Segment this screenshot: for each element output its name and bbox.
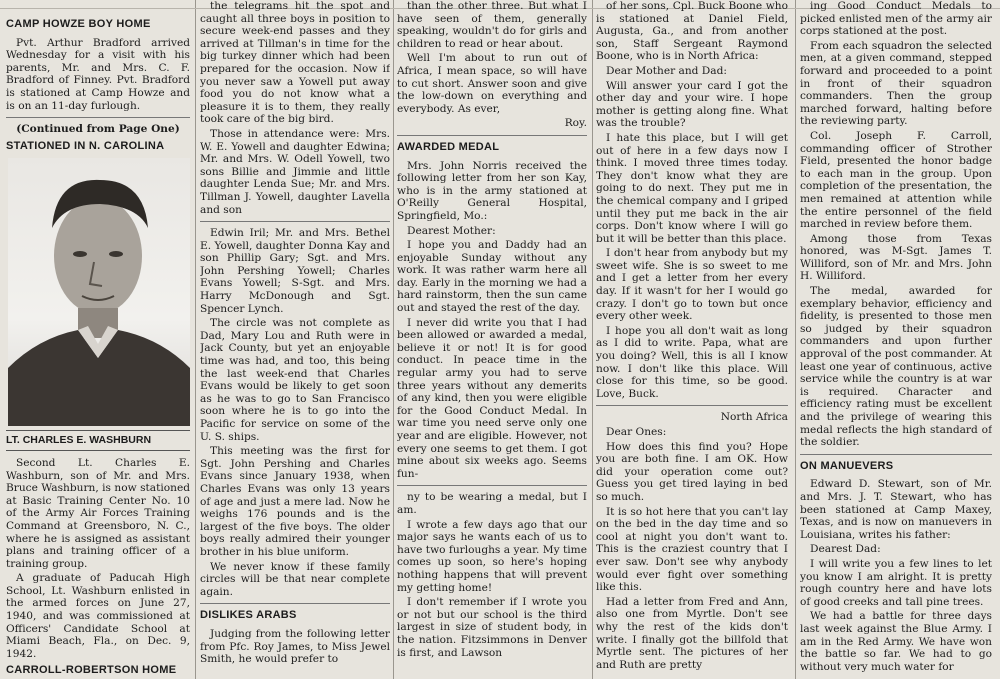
headline-carroll: CARROLL-ROBERTSON HOME	[6, 664, 177, 677]
article-paragraph: Had a letter from Fred and Ann, also one from Myrtle. Don't see why the rest of the kids don't write. I finally got the billfold that Myrtle sent. The pictures of her and Ruth are pretty	[596, 595, 788, 671]
article-paragraph: It is so hot here that you can't lay on the bed in the day time and so cool at night you don't want to. This is the craziest country that I ever saw. Don't see why anybody would ever fight over something like this.	[596, 505, 788, 594]
article-paragraph: The medal, awarded for exemplary behavior, efficiency and fidelity, is presented to those men so judged by their squadron commanders and upon further approval of the post commander. At least one year of continuous, active service while the country is at war is required. Character and efficiency rating must be excellent and the privilege of wearing this medal reflects the high standard of the soldier.	[800, 285, 992, 449]
article-paragraph: Those in attendance were: Mrs. W. E. Yowell and daughter Edwina; Mr. and Mrs. W. Odell Yowell, two sons Billie and Jimmie and little daughter Lenda Sue; Mr. and Mrs. Tillman J. Yowell, daughter Lavella and son	[200, 127, 390, 216]
portrait-photo	[8, 158, 190, 426]
column-rule	[795, 0, 796, 679]
divider	[6, 117, 190, 118]
continued-note: (Continued from Page One)	[16, 123, 180, 136]
letter-dateline: North Africa	[720, 411, 788, 424]
article-paragraph: ing Good Conduct Medals to picked enlisted men of the army air corps stationed at the post.	[800, 0, 992, 38]
divider	[397, 485, 587, 486]
article-paragraph: of her sons, Cpl. Buck Boone who is stationed at Daniel Field, Augusta, Ga., and from another son, Staff Sergeant Raymond Boone, who is in North Africa:	[596, 0, 788, 63]
letter-salutation: Dearest Dad:	[810, 543, 881, 556]
article-paragraph: This meeting was the first for Sgt. John Pershing and Charles Evans since January 1938, when Charles Evans was only 13 years of age and just a mere lad. Now he weighs 176 pounds and is the largest of the five boys. The older boys really admired their younger brother in his blue uniform.	[200, 445, 390, 558]
article-paragraph: I hate this place, but I will get out of here in a few days now I think. I moved three times today. They don't know what they are going to do next. They put me in the chemical company and I griped until they put me back in the air corps. Don't know where I will go but it will be better than this place.	[596, 131, 788, 245]
article-paragraph: than the other three. But what I have seen of them, generally speaking, wouldn't do for girls and children to read or hear about.	[397, 0, 587, 50]
article-paragraph: I hope you all don't wait as long as I did to write. Papa, what are you doing? Well, this is all I know now. I don't like this place. Will close for this time, so be good. Love, Buck.	[596, 324, 788, 400]
article-paragraph: Col. Joseph F. Carroll, commanding officer of Strother Field, presented the honor badge to each man in the group. Upon completion of the presentation, the men remained at attention while the entire personnel of the field marched in review before them.	[800, 129, 992, 231]
divider	[596, 405, 788, 406]
article-paragraph: Well I'm about to run out of Africa, I mean space, so will have to cut short. Answer soon and give the low-down on everything and everybody. As ever,	[397, 52, 587, 115]
column-rule	[195, 0, 196, 679]
column-1	[6, 0, 190, 679]
article-paragraph: I don't hear from anybody but my sweet wife. She is so sweet to me and I get a letter from her every day. If it wasn't for her I would go crazy. I don't go to town but once every other week.	[596, 247, 788, 323]
article-paragraph: I will write you a few lines to let you know I am alright. It is pretty rough country here and have lots of good creeks and tall pine trees.	[800, 557, 992, 608]
column-3	[397, 0, 587, 679]
article-paragraph: How does this find you? Hope you are both fine. I am OK. How did your operation come out? Guess you get tired laying in bed so much.	[596, 440, 788, 503]
article-paragraph: the telegrams hit the spot and caught all three boys in position to secure week-end passes and they arrived at Tillman's in time for the big turkey dinner which had been prepared for the occasion. Now if you never saw a Yowell put away food you do not know what a pleasure it is to them, they really took care of the big bird.	[200, 0, 390, 126]
article-paragraph: We had a battle for three days last week against the Blue Army. I am in the Red Army. We have won the battle so far. We had to go without very much water for	[800, 610, 992, 673]
headline-awarded-medal: AWARDED MEDAL	[397, 140, 500, 153]
column-rule	[393, 0, 394, 679]
letter-salutation: Dear Ones:	[606, 426, 667, 438]
column-5	[800, 0, 992, 679]
article-paragraph: The circle was not complete as Dad, Mary Lou and Ruth were in Jack County, but yet an enjoyable time was had, and too, this being the last week-end that Charles Evans would be likely to get soon as he was to go to San Francisco soon where he is to go into the Pacific for service on some of the U. S. ships.	[200, 317, 390, 443]
headline-manuevers: ON MANUEVERS	[800, 459, 894, 472]
article-paragraph: I never did write you that I had been allowed or awarded a medal, believe it or not! It is for good conduct. In peace time in the regular army you had to serve three years without any demerits of any kind, then you were eligible for the Good Conduct Medal. In war time you need serve only one year and are eligible. However, not every one seems to get them. I got mine about six weeks ago. Seems fun-	[397, 316, 587, 480]
article-paragraph: Among those from Texas honored, was M-Sgt. James T. Williford, son of Mr. and Mrs. John H. Williford.	[800, 232, 992, 283]
column-4	[596, 0, 788, 679]
column-rule	[592, 0, 593, 679]
article-paragraph: I wrote a few days ago that our major says he wants each of us to have two furloughs a year. My time comes up soon, so here's hoping nothing happens that will prevent my getting home!	[397, 518, 587, 594]
column-2	[200, 0, 390, 679]
portrait-image	[8, 158, 190, 426]
headline-stationed: STATIONED IN N. CAROLINA	[6, 139, 165, 152]
article-paragraph: I hope you and Daddy had an enjoyable Sunday without any work. It was rather warm here all day. Early in the morning we had a hard rainstorm, then the sun came out and stayed the rest of the day.	[397, 239, 587, 315]
divider	[200, 603, 390, 604]
letter-salutation: Dearest Mother:	[407, 224, 496, 237]
article-paragraph: ny to be wearing a medal, but I am.	[397, 491, 587, 516]
divider	[397, 135, 587, 136]
letter-salutation: Dear Mother and Dad:	[606, 64, 727, 77]
photo-caption: LT. CHARLES E. WASHBURN	[6, 430, 190, 451]
article-paragraph: Mrs. John Norris received the following letter from her son Kay, who is in the army stationed at O'Reilly General Hospital, Springfield, Mo.:	[397, 159, 587, 222]
article-paragraph: Will answer your card I got the other day and your wire. I hope mother is getting along fine. What was the trouble?	[596, 79, 788, 130]
headline-camp-howze: CAMP HOWZE BOY HOME	[6, 18, 151, 30]
article-paragraph: Edward D. Stewart, son of Mr. and Mrs. J. T. Stewart, who has been stationed at Camp Maxey, Texas, and is now on manuevers in Louisiana, writes his father:	[800, 478, 992, 541]
article-paragraph: Judging from the following letter from Pfc. Roy James, to Miss Jewel Smith, he would prefer to	[200, 627, 390, 666]
headline-dislikes-arabs: DISLIKES ARABS	[200, 609, 297, 622]
letter-signature: Roy.	[564, 117, 587, 130]
divider	[800, 454, 992, 455]
article-paragraph: Edwin Iril; Mr. and Mrs. Bethel E. Yowell, daughter Donna Kay and son Phillip Gary; Sgt. and Mrs. John Pershing Yowell; Charles Evans Yowell; S-Sgt. and Mrs. Harry McDonough and Sgt. Spencer Lynch.	[200, 227, 390, 315]
article-paragraph: Pvt. Arthur Bradford arrived Wednesday for a visit with his parents, Mr. and Mrs. C. F. Bradford of Finney. Pvt. Bradford is stationed at Camp Howze and is on an 11-day furlough.	[6, 36, 190, 112]
article-paragraph: We never know if these family circles will be that near complete again.	[200, 560, 390, 598]
divider	[200, 221, 390, 222]
article-paragraph: A graduate of Paducah High School, Lt. Washburn enlisted in the armed forces on June 27, 1940, and was commissioned at Officers' Candidate School at Miami Beach, Fla., on Dec. 9, 1942.	[6, 572, 190, 660]
article-paragraph: Second Lt. Charles E. Washburn, son of Mr. and Mrs. Bruce Washburn, is now stationed at Basic Training Center No. 10 of the Army Air Forces Training Command at Greensboro, N. C., where he is assigned as assistant plans and training officer of a training group.	[6, 456, 190, 570]
article-paragraph: I don't remember if I wrote you or not but our school is the third largest in size of student body, in the nation. Fitzsimmons in Denver is first, and Lawson	[397, 596, 587, 659]
article-paragraph: From each squadron the selected men, at a given command, stepped forward and proceeded to a point in front of their squadron commanders. Then the group marched forward, halting before the reviewing party.	[800, 39, 992, 128]
